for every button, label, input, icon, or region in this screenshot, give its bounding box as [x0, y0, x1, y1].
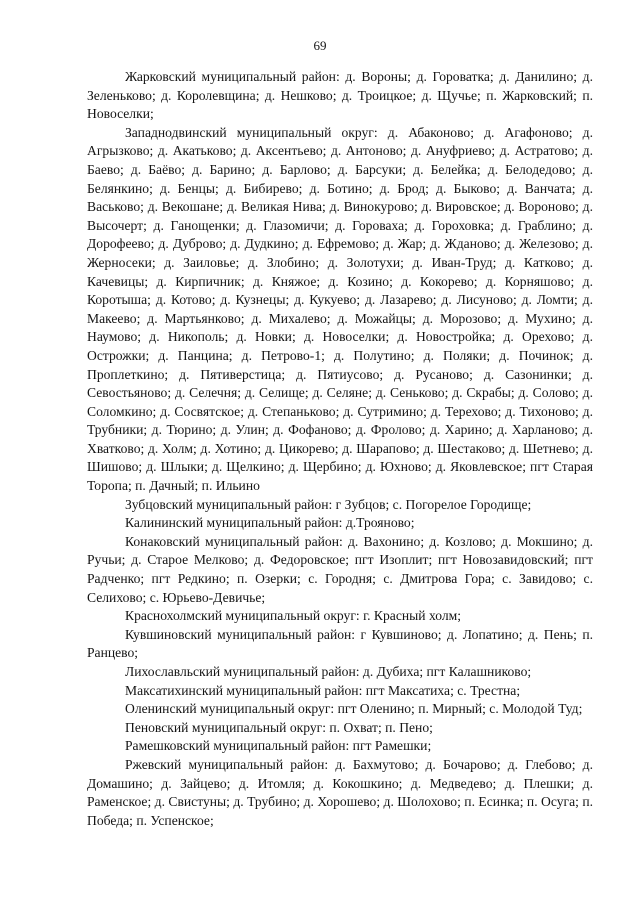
paragraph-kuvshinovsky: Кувшиновский муниципальный район: г Кувшиново; д. Лопатино; д. Пень; п. Ранцево; — [87, 626, 593, 661]
paragraph-rzhevsky: Ржевский муниципальный район: д. Бахмутово; д. Бочарово; д. Глебово; д. Домашино; д. Зайцево; д. Итомля; д. Кокошкино; д. Медведево; д. Плешки; д. Раменское; д. Свистуны; д. Трубино; д. Хорошево; д. Шолохово; п. Есинка; п. Осуга; п. Победа; п. Успенское; — [87, 756, 593, 828]
paragraph-maksatikhinsky: Максатихинский муниципальный район: пгт Максатиха; с. Трестна; — [125, 682, 521, 698]
paragraph-penovsky: Пеновский муниципальный округ: п. Охват; п. Пено; — [125, 719, 433, 735]
paragraph-oleninsky: Оленинский муниципальный округ: пгт Оленино; п. Мирный; с. Молодой Туд; — [125, 701, 583, 717]
paragraph-konakovsky: Конаковский муниципальный район: д. Вахонино; д. Козлово; д. Мокшино; д. Ручьи; д. Старое Мелково; д. Федоровское; пгт Изоплит; пгт Новозавидовский; пгт Радченко; пгт Редкино; п. Озерки; с. Городня; с. Дмитрова Гора; с. Завидово; с. Селихово; с. Юрьево-Девичье; — [87, 533, 593, 605]
paragraph-likhoslavlsky: Лихославльский муниципальный район: д. Дубиха; пгт Калашниково; — [125, 664, 532, 679]
paragraph-zubtsovsky: Зубцовский муниципальный район: г Зубцов; с. Погорелое Городище; — [125, 496, 532, 512]
paragraph-krasnokholmsky: Краснохолмский муниципальный округ: г. Красный холм; — [125, 608, 461, 624]
paragraph-kalininsky: Калининский муниципальный район: д.Трояново; — [125, 515, 415, 531]
document-body — [87, 68, 593, 830]
paragraph-zapadnodvinsky: Западнодвинский муниципальный округ: д. Абаконово; д. Агафоново; д. Агрызково; д. Акатьково; д. Аксентьево; д. Антоново; д. Ануфриево; д. Астратово; д. Баево; д. Баёво; д. Барино; д. Барлово; д. Барсуки; д. Белейка; д. Белодедово; д. Белянкино; д. Бенцы; д. Бибирево; д. Ботино; д. Брод; д. Быково; д. Ванчата; д. Васьково; д. Векошане; д. Великая Нива; д. Винокурово; д. Вировское; д. Вороново; д. Высочерт; д. Ганощенки; д. Глазомичи; д. Гороваха; д. Гороховка; д. Граблино; д. Дорофеево; д. Дуброво; д. Дудкино; д. Ефремово; д. Жар; д. Жданово; д. Железово; д. Жерносеки; д. Заиловье; д. Злобино; д. Золотухи; д. Иван-Труд; д. Катково; д. Качевицы; д. Кирпичник; д. Княжое; д. Козино; д. Кокорево; д. Корняшово; д. Коротыша; д. Котово; д. Кузнецы; д. Кукуево; д. Лазарево; д. Лисуново; д. Ломти; д. Макеево; д. Мартьянково; д. Михалево; д. Можайцы; д. Морозово; д. Мухино; д. Наумово; д. Никополь; д. Новки; д. Новоселки; д. Новостройка; д. Орехово; д. Острожки; д. Панцина; д. Петрово-1; д. Полутино; д. Поляки; д. Починок; д. Проплеткино; д. Пятиверстица; д. Пятиусово; д. Русаново; д. Сазонинки; д. Севостьяново; д. Селечня; д. Селище; д. Селяне; д. Сеньково; д. Скрабы; д. Солово; д. Соломкино; д. Сосвятское; д. Степаньково; д. Сутримино; д. Терехово; д. Тихоново; д. Трубники; д. Тюрино; д. Улин; д. Фофаново; д. Фролово; д. Харино; д. Харланово; д. Хватково; д. Холм; д. Хотино; д. Цикорево; д. Шарапово; д. Шестаково; д. Шетнево; д. Шишово; д. Шлыки; д. Щелкино; д. Щербино; д. Юхново; д. Яковлевское; пгт Старая Торопа; п. Дачный; п. Ильино — [87, 124, 593, 494]
paragraph-zharkovsky: Жарковский муниципальный район: д. Вороны; д. Горoватка; д. Данилино; д. Зеленьково; д. Королевщина; д. Нешково; д. Троицкое; д. Щучье; п. Жарковский; п. Новоселки; — [87, 69, 593, 122]
page-number: 69 — [313, 38, 327, 53]
paragraph-rameshkovsky: Рамешковский муниципальный район: пгт Рамешки; — [125, 738, 432, 754]
